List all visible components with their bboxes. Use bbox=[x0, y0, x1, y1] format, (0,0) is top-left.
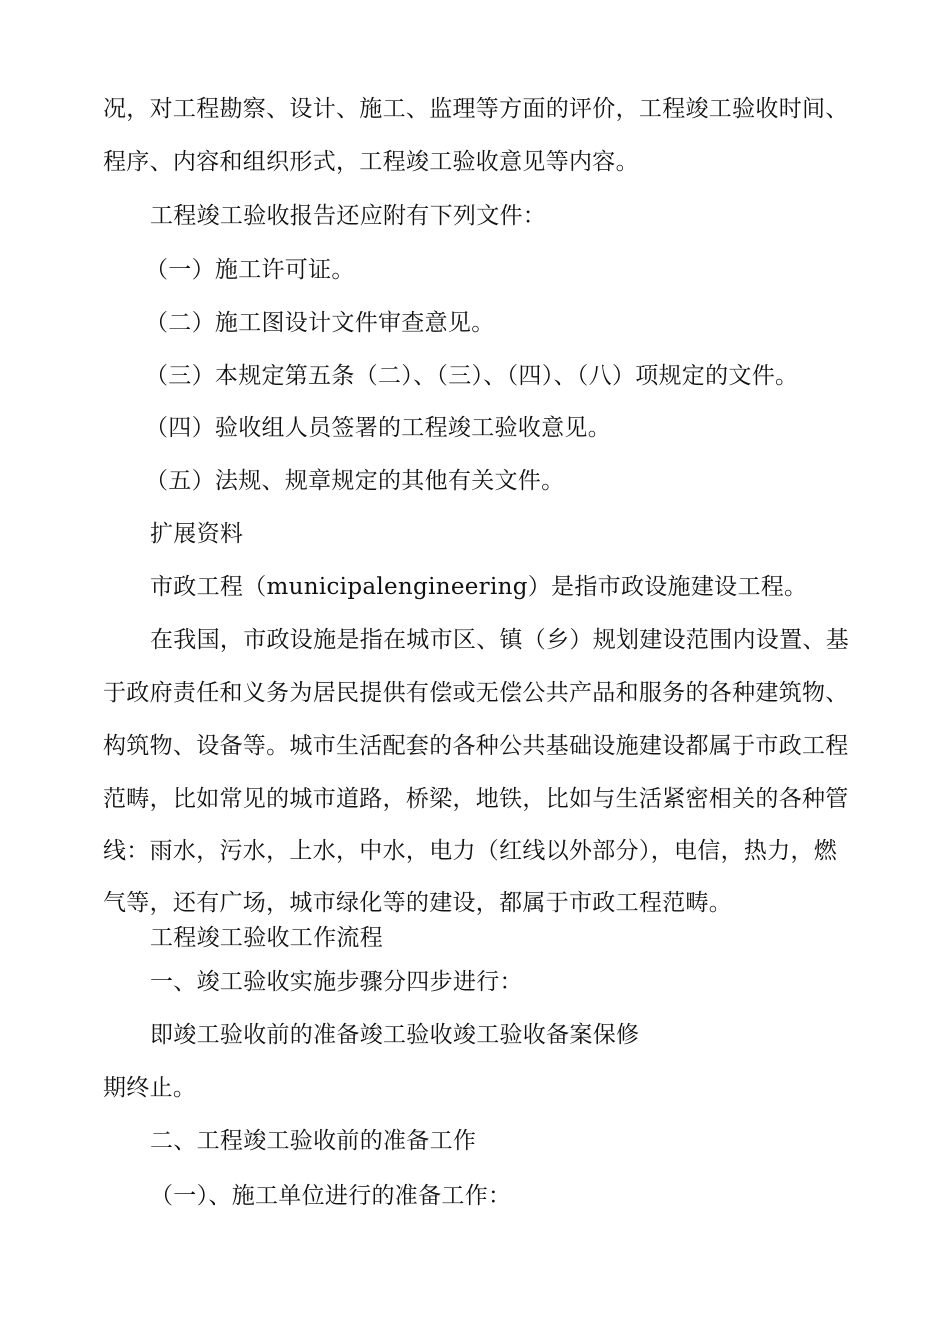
paragraph-line: 线：雨水，污水，上水，中水，电力（红线以外部分），电信，热力，燃 bbox=[103, 838, 838, 864]
paragraph-line: 市政工程（municipalengineering）是指市政设施建设工程。 bbox=[150, 574, 808, 600]
paragraph-line: 期终止。 bbox=[103, 1075, 197, 1101]
paragraph-line: 一、竣工验收实施步骤分四步进行： bbox=[150, 969, 523, 995]
list-item: （五）法规、规章规定的其他有关文件。 bbox=[145, 468, 565, 494]
paragraph-line: 范畴，比如常见的城市道路，桥梁，地铁，比如与生活紧密相关的各种管 bbox=[103, 786, 849, 812]
section-heading: 工程竣工验收工作流程 bbox=[150, 925, 383, 951]
paragraph-line: 况，对工程勘察、设计、施工、监理等方面的评价，工程竣工验收时间、 bbox=[103, 96, 849, 122]
paragraph-line: 在我国，市政设施是指在城市区、镇（乡）规划建设范围内设置、基 bbox=[150, 627, 849, 653]
paragraph-line: 程序、内容和组织形式，工程竣工验收意见等内容。 bbox=[103, 149, 639, 175]
paragraph-line: 即竣工验收前的准备竣工验收竣工验收备案保修 bbox=[150, 1022, 640, 1048]
list-item: （三）本规定第五条（二）、（三）、（四）、（八）项规定的文件。 bbox=[145, 363, 799, 389]
section-heading: 二、工程竣工验收前的准备工作 bbox=[150, 1128, 477, 1154]
paragraph-line: 于政府责任和义务为居民提供有偿或无偿公共产品和服务的各种建筑物、 bbox=[103, 680, 849, 706]
section-heading: 扩展资料 bbox=[150, 521, 244, 547]
paragraph-line: 构筑物、设备等。城市生活配套的各种公共基础设施建设都属于市政工程 bbox=[103, 733, 849, 759]
paragraph-line: 气等，还有广场，城市绿化等的建设，都属于市政工程范畴。 bbox=[103, 890, 733, 916]
paragraph-line: 工程竣工验收报告还应附有下列文件： bbox=[150, 203, 547, 229]
list-item: （一）施工许可证。 bbox=[145, 257, 355, 283]
list-item: （一）、施工单位进行的准备工作： bbox=[150, 1183, 512, 1209]
list-item: （二）施工图设计文件审查意见。 bbox=[145, 310, 495, 336]
list-item: （四）验收组人员签署的工程竣工验收意见。 bbox=[145, 415, 611, 441]
